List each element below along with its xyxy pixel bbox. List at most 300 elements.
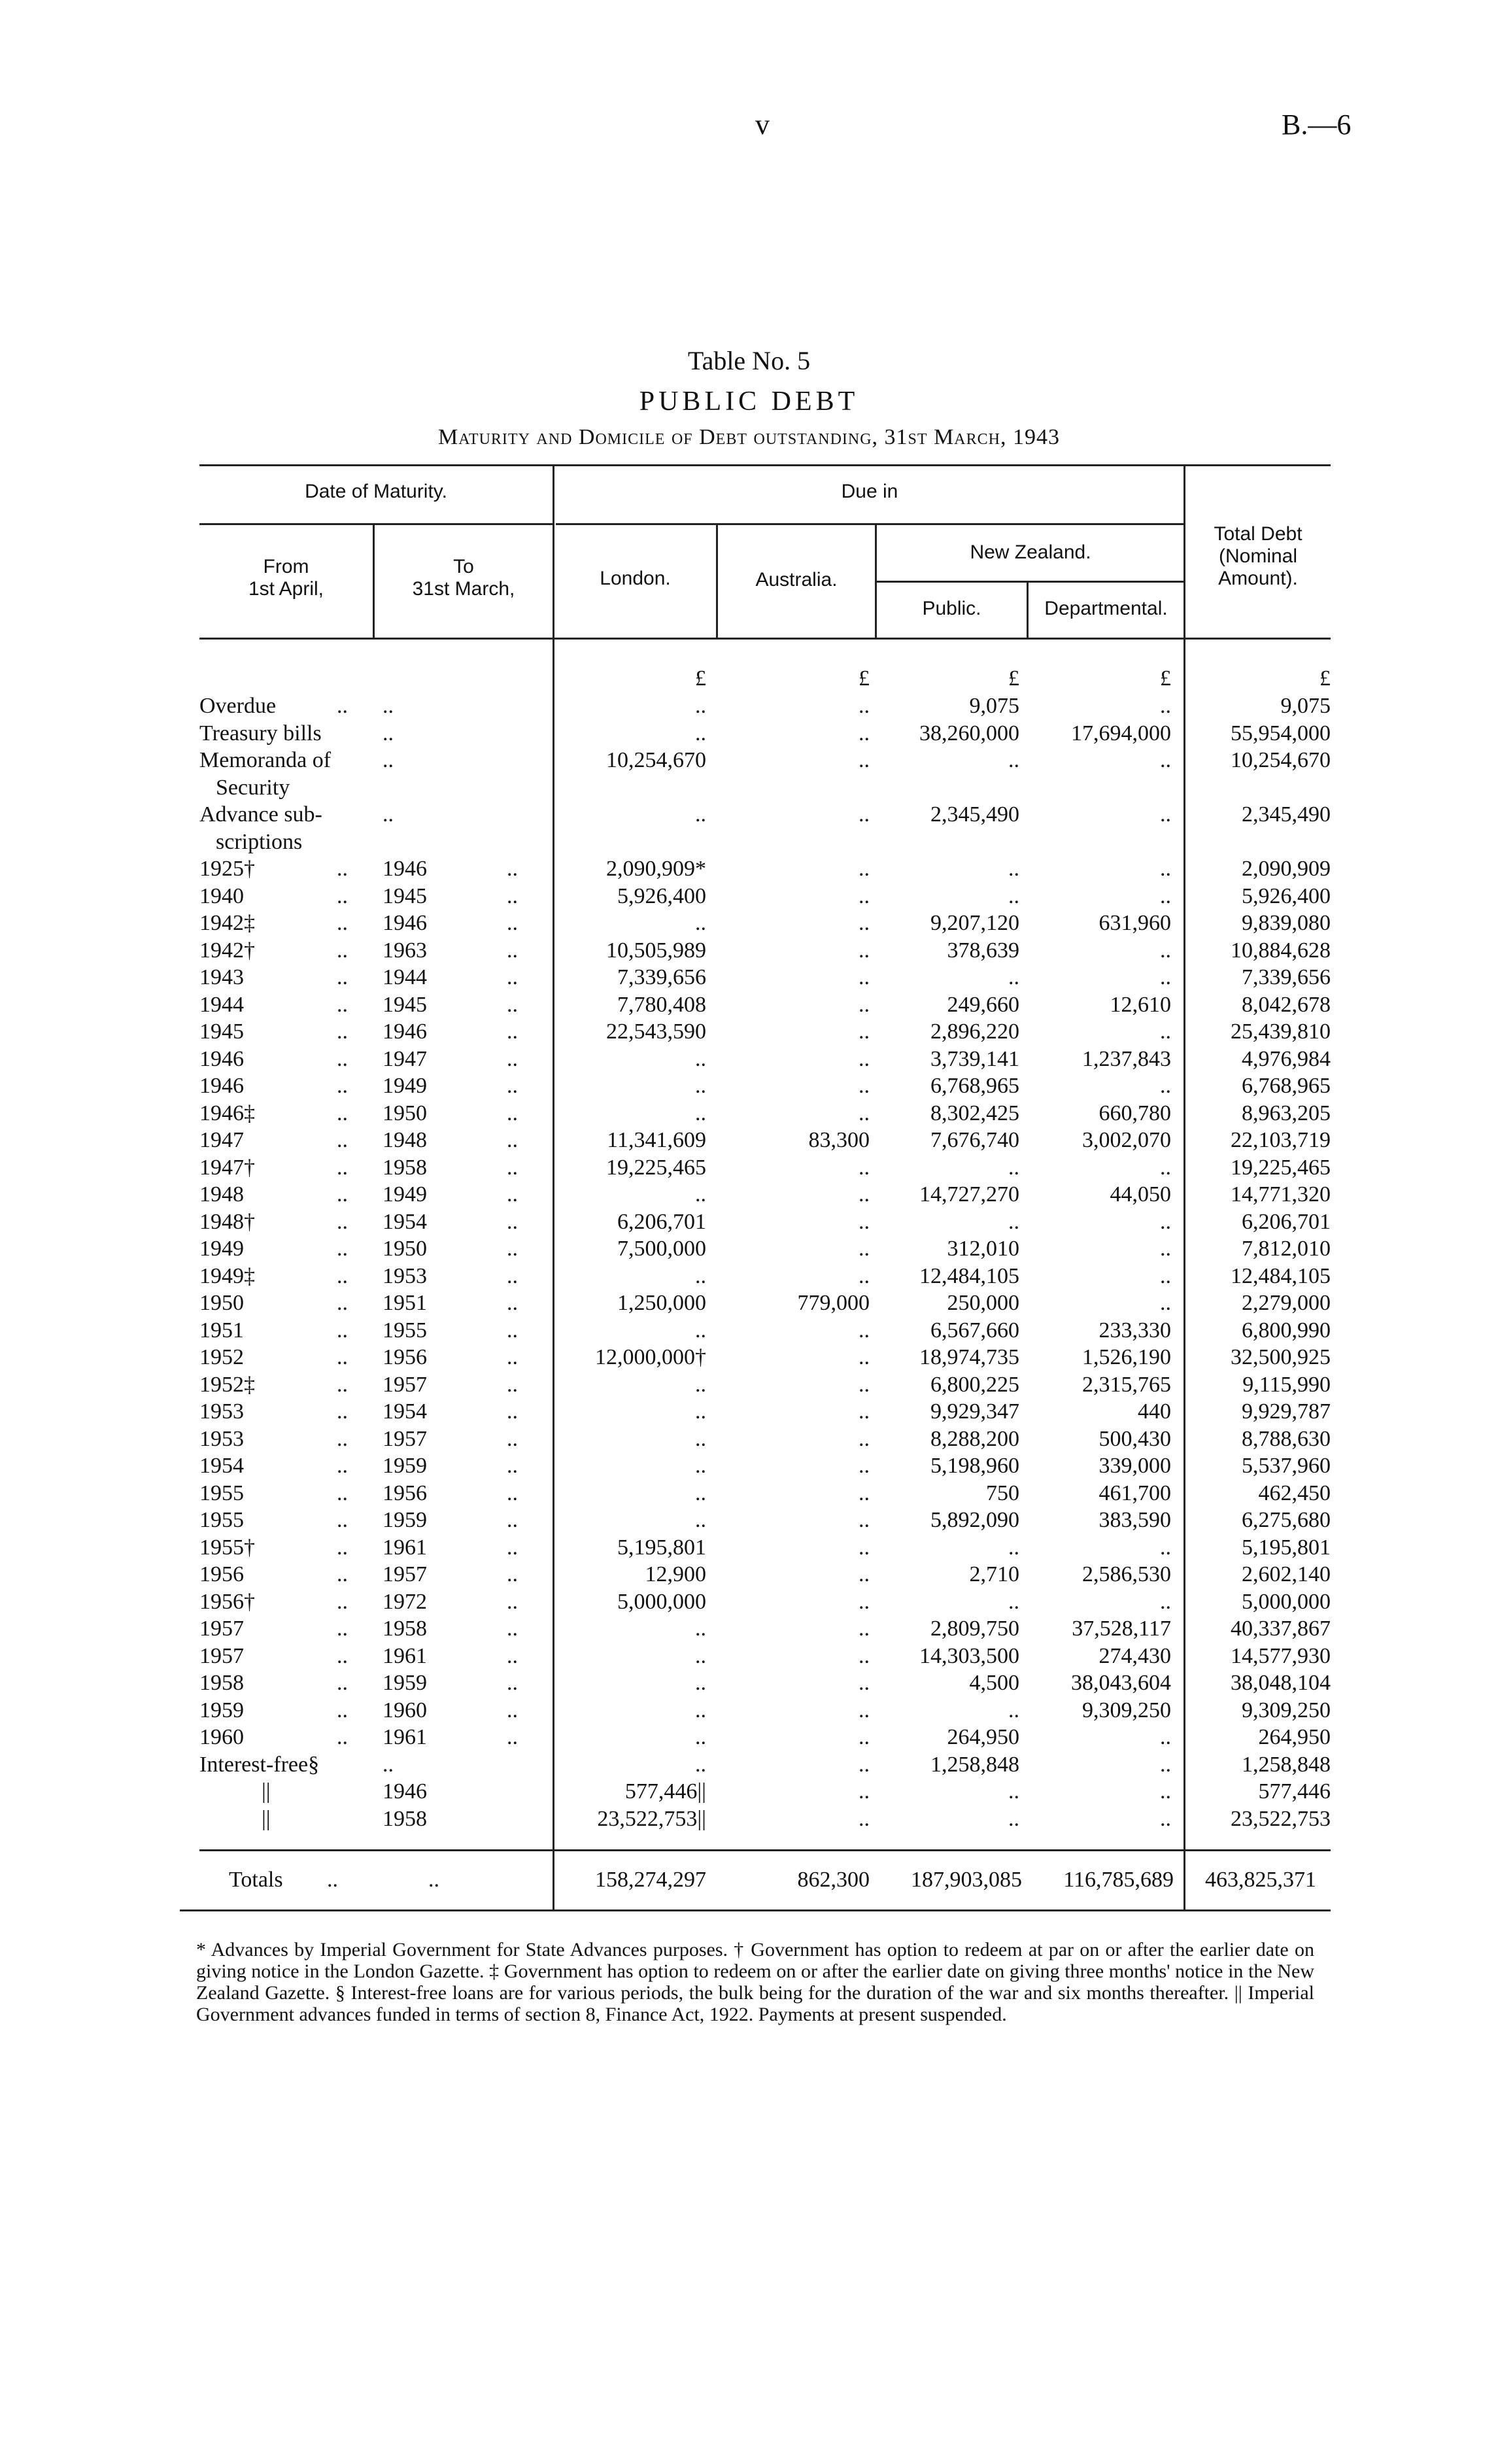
cell-public: 6,567,660 — [930, 1318, 1019, 1343]
cell-to: 1960 — [383, 1698, 427, 1722]
cell-to: 1945 — [383, 992, 427, 1017]
header-departmental: Departmental. — [1044, 598, 1168, 619]
cell-public: 14,303,500 — [919, 1643, 1019, 1668]
cell-total: 2,345,490 — [1242, 802, 1331, 827]
cell-to: 1961 — [383, 1535, 427, 1560]
cell-from: 1944 — [199, 992, 244, 1017]
cell-total: 10,884,628 — [1231, 938, 1331, 963]
table-row — [0, 1019, 1498, 1045]
cell-total: 4,976,984 — [1242, 1046, 1331, 1071]
cell-total: 5,000,000 — [1242, 1589, 1331, 1614]
cell-leader-dots: .. — [337, 1589, 348, 1614]
cell-public: 1,258,848 — [930, 1752, 1019, 1777]
cell-departmental: .. — [1160, 938, 1171, 963]
cell-from: || — [262, 1779, 271, 1804]
cell-london: .. — [695, 802, 706, 827]
header-australia: Australia. — [755, 569, 838, 590]
cell-to: 1959 — [383, 1454, 427, 1478]
table-row — [0, 1318, 1498, 1344]
cell-australia: .. — [859, 1725, 870, 1749]
cell-departmental: 383,590 — [1098, 1508, 1171, 1532]
cell-to: 1963 — [383, 938, 427, 963]
cell-from: 1942† — [199, 938, 255, 963]
cell-departmental: 500,430 — [1098, 1426, 1171, 1451]
cell-total: 22,103,719 — [1231, 1128, 1331, 1152]
cell-leader-dots: .. — [337, 1454, 348, 1478]
cell-australia: .. — [859, 911, 870, 935]
cell-australia: .. — [859, 1155, 870, 1180]
cell-departmental: 339,000 — [1098, 1454, 1171, 1478]
cell-leader-dots: .. — [337, 1562, 348, 1586]
cell-leader-dots: .. — [337, 1698, 348, 1722]
header-total-line3: Amount). — [1218, 568, 1298, 589]
cell-public: 3,739,141 — [930, 1046, 1019, 1071]
totals-london: 158,274,297 — [595, 1868, 706, 1892]
cell-leader-dots: .. — [337, 1535, 348, 1560]
cell-departmental: .. — [1160, 1263, 1171, 1288]
cell-from: 1949 — [199, 1237, 244, 1261]
cell-departmental: 274,430 — [1098, 1643, 1171, 1668]
cell-total: 6,206,701 — [1242, 1209, 1331, 1234]
currency-public: £ — [1008, 666, 1019, 691]
totals-total: 463,825,371 — [1205, 1868, 1316, 1892]
cell-australia: .. — [859, 1806, 870, 1831]
cell-to: .. — [383, 721, 394, 745]
cell-departmental: .. — [1160, 883, 1171, 908]
cell-public: 9,929,347 — [930, 1399, 1019, 1424]
cell-departmental: .. — [1160, 1779, 1171, 1804]
table-row — [0, 1453, 1498, 1479]
cell-public: 8,302,425 — [930, 1101, 1019, 1125]
cell-london: 12,900 — [645, 1562, 706, 1586]
cell-public: 6,800,225 — [930, 1372, 1019, 1397]
cell-to-leader-dots: .. — [507, 1182, 518, 1206]
cell-total: 19,225,465 — [1231, 1155, 1331, 1180]
cell-to: 1957 — [383, 1562, 427, 1586]
cell-to: 1949 — [383, 1074, 427, 1098]
cell-departmental: .. — [1160, 1291, 1171, 1315]
cell-from: 1955† — [199, 1535, 255, 1560]
cell-leader-dots: .. — [337, 1209, 348, 1234]
totals-public: 187,903,085 — [911, 1868, 1022, 1892]
cell-departmental: 9,309,250 — [1082, 1698, 1171, 1722]
cell-departmental: 461,700 — [1098, 1480, 1171, 1505]
cell-australia: .. — [859, 1237, 870, 1261]
table-title: PUBLIC DEBT — [639, 386, 859, 417]
cell-london: 10,254,670 — [606, 748, 706, 772]
cell-public: 7,676,740 — [930, 1128, 1019, 1152]
cell-london: .. — [695, 1318, 706, 1343]
cell-from: 1955 — [199, 1480, 244, 1505]
cell-london: .. — [695, 1372, 706, 1397]
table-row — [0, 1209, 1498, 1235]
cell-london: 577,446|| — [624, 1779, 706, 1804]
table-row — [0, 1535, 1498, 1561]
table-row — [0, 1073, 1498, 1099]
cell-leader-dots: .. — [337, 1046, 348, 1071]
totals-top-rule — [199, 1849, 1331, 1851]
header-to-line2: 31st March, — [412, 578, 515, 600]
cell-from: 1953 — [199, 1399, 244, 1424]
cell-total: 2,602,140 — [1242, 1562, 1331, 1586]
cell-total: 577,446 — [1258, 1779, 1331, 1804]
cell-from: 1955 — [199, 1508, 244, 1532]
cell-from: Advance sub- — [199, 802, 322, 827]
cell-leader-dots: .. — [337, 1480, 348, 1505]
cell-to-leader-dots: .. — [507, 1019, 518, 1044]
cell-to-leader-dots: .. — [507, 1046, 518, 1071]
cell-london: 2,090,909* — [606, 857, 706, 881]
cell-australia: .. — [859, 1182, 870, 1206]
cell-leader-dots: .. — [337, 1291, 348, 1315]
cell-to: 1955 — [383, 1318, 427, 1343]
cell-london: 5,926,400 — [617, 883, 706, 908]
currency-departmental: £ — [1160, 666, 1171, 691]
cell-total: 8,963,205 — [1242, 1101, 1331, 1125]
cell-leader-dots: .. — [337, 911, 348, 935]
cell-to-leader-dots: .. — [507, 1454, 518, 1478]
cell-total: 10,254,670 — [1231, 748, 1331, 772]
cell-to: 1946 — [383, 1779, 427, 1804]
cell-public: 750 — [986, 1480, 1019, 1505]
cell-australia: .. — [859, 1263, 870, 1288]
cell-leader-dots: .. — [337, 1725, 348, 1749]
cell-departmental: .. — [1160, 748, 1171, 772]
cell-departmental: 2,586,530 — [1082, 1562, 1171, 1586]
cell-to: 1958 — [383, 1617, 427, 1641]
totals-to: .. — [428, 1868, 439, 1892]
cell-total: 9,309,250 — [1242, 1698, 1331, 1722]
cell-departmental: 12,610 — [1110, 992, 1171, 1017]
cell-to-leader-dots: .. — [507, 1643, 518, 1668]
cell-london: 1,250,000 — [617, 1291, 706, 1315]
cell-departmental: .. — [1160, 694, 1171, 718]
cell-departmental: 631,960 — [1098, 911, 1171, 935]
cell-total: 40,337,867 — [1231, 1617, 1331, 1641]
header-total-line2: (Nominal — [1218, 545, 1298, 567]
table-row — [0, 1046, 1498, 1072]
cell-london: 6,206,701 — [617, 1209, 706, 1234]
cell-public: .. — [1008, 1806, 1019, 1831]
cell-to: 1958 — [383, 1155, 427, 1180]
header-date-of-maturity: Date of Maturity. — [305, 481, 447, 502]
currency-london: £ — [695, 666, 706, 691]
cell-leader-dots: .. — [337, 1617, 348, 1641]
table-row — [0, 1507, 1498, 1533]
cell-australia: .. — [859, 748, 870, 772]
cell-to: 1951 — [383, 1291, 427, 1315]
cell-leader-dots: .. — [337, 857, 348, 881]
cell-leader-dots: .. — [337, 1372, 348, 1397]
cell-total: 23,522,753 — [1231, 1806, 1331, 1831]
page-reference: B.—6 — [1282, 109, 1352, 141]
nz-header-rule — [876, 581, 1183, 583]
table-row — [0, 965, 1498, 991]
cell-public: 312,010 — [947, 1237, 1019, 1261]
cell-departmental: .. — [1160, 1074, 1171, 1098]
currency-australia: £ — [859, 666, 870, 691]
cell-london: .. — [695, 1426, 706, 1451]
table-row — [0, 1426, 1498, 1452]
totals-australia: 862,300 — [797, 1868, 870, 1892]
cell-from: 1943 — [199, 965, 244, 989]
cell-departmental: 2,315,765 — [1082, 1372, 1171, 1397]
cell-australia: .. — [859, 1508, 870, 1532]
date-header-rule — [199, 523, 553, 525]
table-row — [0, 1372, 1498, 1398]
cell-to: 1957 — [383, 1372, 427, 1397]
cell-public: .. — [1008, 1535, 1019, 1560]
cell-australia: 779,000 — [797, 1291, 870, 1315]
header-london: London. — [600, 568, 671, 589]
cell-australia: .. — [859, 1589, 870, 1614]
cell-london: 12,000,000† — [595, 1345, 706, 1369]
cell-public: 2,710 — [969, 1562, 1019, 1586]
header-to — [375, 556, 553, 600]
cell-london: .. — [695, 1182, 706, 1206]
cell-from: 1956 — [199, 1562, 244, 1586]
cell-london: 10,505,989 — [606, 938, 706, 963]
cell-australia: .. — [859, 1643, 870, 1668]
cell-from: 1950 — [199, 1291, 244, 1315]
cell-public: 250,000 — [947, 1291, 1019, 1315]
cell-from: 1952‡ — [199, 1372, 255, 1397]
cell-total: 6,768,965 — [1242, 1074, 1331, 1098]
cell-to-leader-dots: .. — [507, 1589, 518, 1614]
cell-to: 1945 — [383, 883, 427, 908]
cell-australia: .. — [859, 1345, 870, 1369]
cell-from: 1956† — [199, 1589, 255, 1614]
cell-leader-dots: .. — [337, 1263, 348, 1288]
cell-australia: .. — [859, 1426, 870, 1451]
cell-public: 5,892,090 — [930, 1508, 1019, 1532]
cell-australia: .. — [859, 1617, 870, 1641]
table-row — [0, 1155, 1498, 1181]
table-row — [0, 1670, 1498, 1696]
cell-to-leader-dots: .. — [507, 1399, 518, 1424]
cell-departmental: 233,330 — [1098, 1318, 1171, 1343]
cell-to-leader-dots: .. — [507, 1155, 518, 1180]
cell-australia: .. — [859, 1562, 870, 1586]
header-from-line1: From — [263, 556, 309, 577]
cell-to: 1957 — [383, 1426, 427, 1451]
cell-to-leader-dots: .. — [507, 1617, 518, 1641]
cell-public: .. — [1008, 1209, 1019, 1234]
totals-bottom-rule — [180, 1909, 1331, 1911]
cell-to: 1948 — [383, 1128, 427, 1152]
cell-public: 14,727,270 — [919, 1182, 1019, 1206]
cell-public: .. — [1008, 857, 1019, 881]
cell-public: 378,639 — [947, 938, 1019, 963]
cell-from: 1951 — [199, 1318, 244, 1343]
cell-from: || — [262, 1806, 271, 1831]
cell-to-leader-dots: .. — [507, 1698, 518, 1722]
table-row — [0, 1589, 1498, 1615]
table-row — [0, 747, 1498, 774]
cell-london: 19,225,465 — [606, 1155, 706, 1180]
cell-to-leader-dots: .. — [507, 992, 518, 1017]
cell-from: Overdue — [199, 694, 277, 718]
cell-from: 1946‡ — [199, 1101, 255, 1125]
cell-australia: .. — [859, 1074, 870, 1098]
cell-to-leader-dots: .. — [507, 1480, 518, 1505]
table-row — [0, 1724, 1498, 1751]
header-public: Public. — [922, 598, 981, 619]
table-row — [0, 1236, 1498, 1262]
table-row — [0, 992, 1498, 1018]
cell-public: .. — [1008, 883, 1019, 908]
cell-from: 1958 — [199, 1671, 244, 1695]
cell-public: .. — [1008, 965, 1019, 989]
cell-australia: .. — [859, 1399, 870, 1424]
cell-australia: .. — [859, 1454, 870, 1478]
cell-leader-dots: .. — [337, 1074, 348, 1098]
header-bottom-rule — [199, 638, 1331, 640]
cell-to-leader-dots: .. — [507, 1263, 518, 1288]
cell-total: 9,115,990 — [1242, 1372, 1331, 1397]
cell-departmental: .. — [1160, 1155, 1171, 1180]
cell-total: 55,954,000 — [1231, 721, 1331, 745]
cell-total: 14,577,930 — [1231, 1643, 1331, 1668]
cell-total: 6,800,990 — [1242, 1318, 1331, 1343]
cell-australia: .. — [859, 1698, 870, 1722]
cell-to: 1946 — [383, 857, 427, 881]
cell-departmental: 440 — [1138, 1399, 1171, 1424]
cell-to: 1949 — [383, 1182, 427, 1206]
cell-london: .. — [695, 1725, 706, 1749]
cell-public: 9,075 — [969, 694, 1019, 718]
cell-departmental: .. — [1160, 1535, 1171, 1560]
cell-australia: .. — [859, 1779, 870, 1804]
cell-to-leader-dots: .. — [507, 965, 518, 989]
cell-leader-dots: .. — [337, 1643, 348, 1668]
cell-australia: .. — [859, 992, 870, 1017]
currency-total: £ — [1319, 666, 1331, 691]
cell-leader-dots: .. — [337, 965, 348, 989]
table-row — [0, 1182, 1498, 1208]
cell-to-leader-dots: .. — [507, 938, 518, 963]
cell-from: 1957 — [199, 1643, 244, 1668]
cell-to-leader-dots: .. — [507, 1209, 518, 1234]
cell-total: 5,537,960 — [1242, 1454, 1331, 1478]
cell-departmental: .. — [1160, 1019, 1171, 1044]
cell-australia: 83,300 — [808, 1128, 870, 1152]
cell-to: .. — [383, 1752, 394, 1777]
cell-london: .. — [695, 1399, 706, 1424]
cell-to-leader-dots: .. — [507, 883, 518, 908]
cell-to: 1954 — [383, 1209, 427, 1234]
cell-london: .. — [695, 1263, 706, 1288]
table-row — [0, 802, 1498, 828]
cell-london: .. — [695, 1046, 706, 1071]
cell-london: .. — [695, 1617, 706, 1641]
cell-public: 4,500 — [969, 1671, 1019, 1695]
cell-total: 8,042,678 — [1242, 992, 1331, 1017]
cell-total: 14,771,320 — [1231, 1182, 1331, 1206]
cell-to: 1944 — [383, 965, 427, 989]
cell-london: .. — [695, 721, 706, 745]
cell-total: 7,812,010 — [1242, 1237, 1331, 1261]
cell-public: 18,974,735 — [919, 1345, 1019, 1369]
cell-leader-dots: .. — [337, 1128, 348, 1152]
cell-london: .. — [695, 1671, 706, 1695]
cell-from-continuation: Security — [216, 775, 290, 800]
cell-to: 1946 — [383, 1019, 427, 1044]
cell-to-leader-dots: .. — [507, 1074, 518, 1098]
cell-from: Treasury bills — [199, 721, 322, 745]
cell-public: 2,345,490 — [930, 802, 1019, 827]
cell-to-leader-dots: .. — [507, 1725, 518, 1749]
cell-from: 1947† — [199, 1155, 255, 1180]
cell-to-leader-dots: .. — [507, 1237, 518, 1261]
cell-departmental: 3,002,070 — [1082, 1128, 1171, 1152]
cell-from: 1952 — [199, 1345, 244, 1369]
cell-leader-dots: .. — [337, 1345, 348, 1369]
cell-from: 1946 — [199, 1074, 244, 1098]
cell-australia: .. — [859, 1101, 870, 1125]
cell-london: .. — [695, 1101, 706, 1125]
cell-public: 5,198,960 — [930, 1454, 1019, 1478]
cell-to: 1956 — [383, 1480, 427, 1505]
cell-departmental: .. — [1160, 1806, 1171, 1831]
totals-label: Totals — [229, 1868, 283, 1892]
cell-from: 1946 — [199, 1046, 244, 1071]
cell-to-leader-dots: .. — [507, 1671, 518, 1695]
cell-to-leader-dots: .. — [507, 1372, 518, 1397]
cell-london: .. — [695, 1454, 706, 1478]
table-row — [0, 1344, 1498, 1371]
cell-to-leader-dots: .. — [507, 857, 518, 881]
cell-departmental: 38,043,604 — [1071, 1671, 1171, 1695]
cell-to: 1947 — [383, 1046, 427, 1071]
cell-public: 9,207,120 — [930, 911, 1019, 935]
cell-public: 12,484,105 — [919, 1263, 1019, 1288]
cell-public: 249,660 — [947, 992, 1019, 1017]
cell-leader-dots: .. — [337, 938, 348, 963]
cell-to-leader-dots: .. — [507, 1562, 518, 1586]
cell-london: .. — [695, 694, 706, 718]
table-row — [0, 1263, 1498, 1290]
cell-departmental: .. — [1160, 1725, 1171, 1749]
cell-london: 22,543,590 — [606, 1019, 706, 1044]
table-row — [0, 1101, 1498, 1127]
cell-from: 1925† — [199, 857, 255, 881]
cell-public: .. — [1008, 1589, 1019, 1614]
cell-to-leader-dots: .. — [507, 1291, 518, 1315]
cell-to-leader-dots: .. — [507, 911, 518, 935]
cell-from: 1960 — [199, 1725, 244, 1749]
table-top-rule — [199, 464, 1331, 466]
cell-total: 9,839,080 — [1242, 911, 1331, 935]
cell-departmental: .. — [1160, 1752, 1171, 1777]
table-row — [0, 1127, 1498, 1154]
table-row — [0, 1616, 1498, 1642]
cell-total: 38,048,104 — [1231, 1671, 1331, 1695]
cell-total: 8,788,630 — [1242, 1426, 1331, 1451]
cell-australia: .. — [859, 802, 870, 827]
header-new-zealand: New Zealand. — [970, 541, 1091, 563]
cell-total: 9,075 — [1280, 694, 1331, 718]
cell-total: 1,258,848 — [1242, 1752, 1331, 1777]
cell-departmental: .. — [1160, 1589, 1171, 1614]
cell-total: 25,439,810 — [1231, 1019, 1331, 1044]
cell-london: .. — [695, 1074, 706, 1098]
cell-from: Interest-free§ — [199, 1752, 320, 1777]
cell-to-leader-dots: .. — [507, 1345, 518, 1369]
cell-london: .. — [695, 1698, 706, 1722]
cell-leader-dots: .. — [337, 1155, 348, 1180]
cell-to-leader-dots: .. — [507, 1426, 518, 1451]
